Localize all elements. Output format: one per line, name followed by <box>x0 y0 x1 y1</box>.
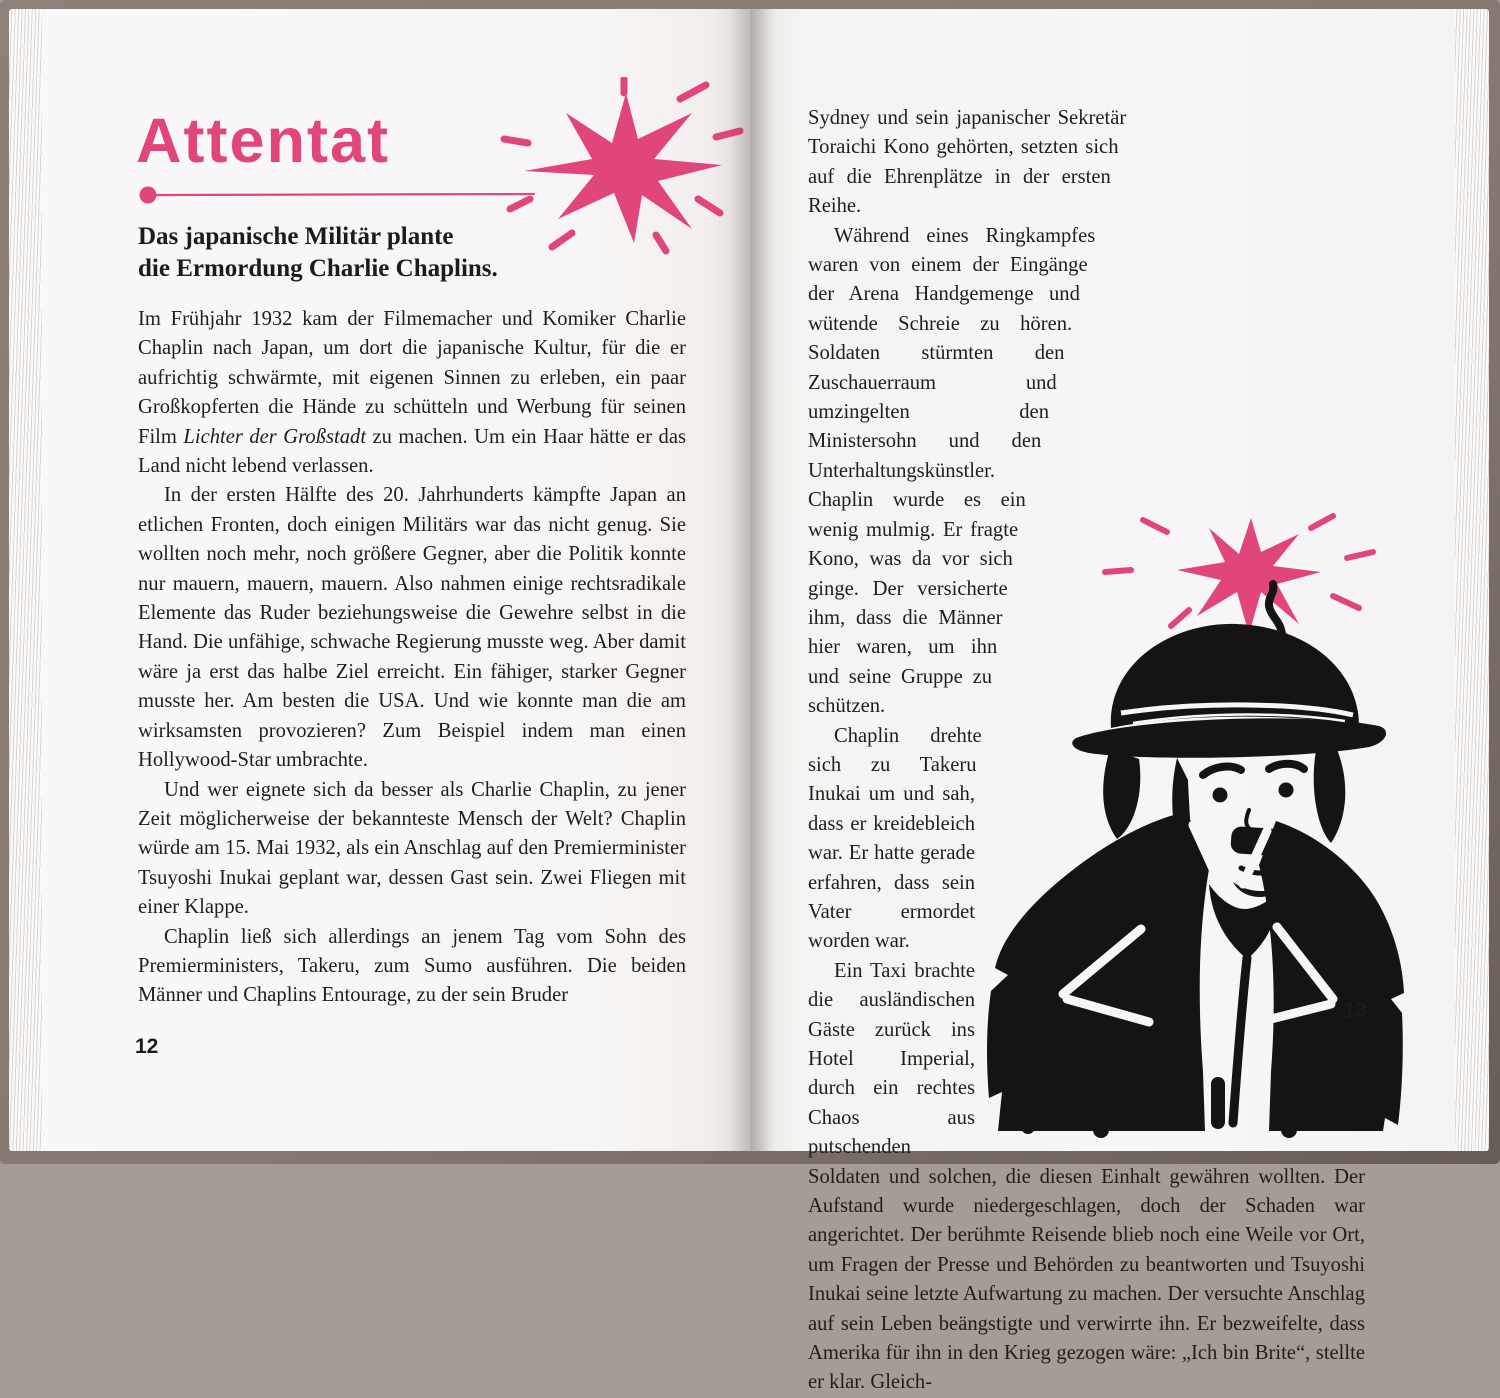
page-right <box>752 9 1455 1394</box>
bomb-spark-icon <box>1177 518 1321 634</box>
cane <box>1233 958 1247 1123</box>
chapter-subtitle <box>138 221 498 285</box>
subtitle-line-2: die Ermordung Charlie Chaplins. <box>138 255 498 282</box>
paragraph: Im Frühjahr 1932 kam der Filmemacher und Komiker Charlie Chaplin nach Japan, um dort die japanische Kultur, für die er aufrichtig schwärmte, mit eigenen Sinnen zu erleben, ein paar Großkopferten die Hände zu schütteln und Werbung für seinen Film Lichter der Großstadt zu machen. Um ein Haar hätte er das Land nicht lebend verlassen. <box>138 308 686 478</box>
starburst-icon <box>494 77 746 255</box>
paragraph: Ein Taxi brachte die ausländischen Gäste zurück ins Hotel Imperial, durch ein rechtes Chaos aus putschenden Soldaten und solchen, die diesen Einhalt gewähren wollten. Der Aufstand wurde niedergeschlagen, doch der Schaden war angerichtet. Der berühmte Reisende blieb noch eine Weile vor Ort, um Fragen der Presse und Behörden zu beantworten und Tsuyoshi Inukai seine letzte Aufwartung zu machen. Der versuchte Anschlag auf sein Leben beängstigte und verwirrte ihn. Er bezweifelte, dass Amerika für ihn in den Krieg gezogen wäre: „Ich bin Brite“, stellte er klar. Gleich- <box>808 959 1365 1394</box>
page-number-right: 13 <box>1343 999 1367 1022</box>
paragraph: Sydney und sein japanischer Sekretär Toraichi Kono gehörten, setzten sich auf die Ehrenplätze in der ersten Reihe. <box>808 107 1127 218</box>
page-left <box>42 9 752 1151</box>
paragraph: In der ersten Hälfte des 20. Jahrhunderts kämpfte Japan an etlichen Fronten, doch einigen Militärs war das nicht genug. Sie wollten noch mehr, noch größere Gegner, aber die Politik konnte nur mauern, mauern, mauern. Also nahmen einige rechtsradikale Elemente das Ruder beziehungsweise die Gewehre selbst in die Hand. Die unfähige, schwache Regierung musste weg. Aber damit wäre ja erst das halbe Ziel erreicht. Ein fähiger, starker Gegner musste her. Am besten die USA. Und wie konnte man die am wirksamsten provozieren? Zum Beispiel indem man einen Hollywood-Star umbrachte. <box>138 484 686 772</box>
chapter-title: Attentat <box>136 106 390 176</box>
left-page-body <box>138 305 686 1011</box>
eyebrows <box>1203 764 1304 775</box>
chaplin-illustration <box>981 512 1413 1140</box>
bowler-hat <box>1072 624 1386 758</box>
paragraph: Während eines Ringkampfes waren von einem der Eingänge der Arena Handgemenge und wütende Schreie zu hören. Soldaten stürmten den Zuschauerraum und umzingelten den Ministersohn und den Unterhaltungskünstler. Chaplin wurde es ein wenig mulmig. Er fragte Kono, was da vor sich ginge. Der versicherte ihm, dass die Männer hier waren, um ihn und seine Gruppe zu schützen. <box>808 224 1096 718</box>
paragraph: Chaplin ließ sich allerdings an jenem Tag vom Sohn des Premierministers, Takeru, zum Sumo ausführen. Die beiden Männer und Chaplins Entourage, zu der sein Bruder <box>138 925 686 1007</box>
page-number-left: 12 <box>135 1035 159 1058</box>
film-title-italic: Lichter der Großstadt <box>183 425 367 448</box>
page-stack-edge-left <box>9 9 43 1151</box>
coat <box>987 812 1404 1131</box>
page-stack-edge-right <box>1454 9 1489 1151</box>
eyes <box>1213 783 1294 803</box>
subtitle-line-1: Das japanische Militär plante <box>138 223 454 250</box>
title-underline <box>138 185 538 205</box>
right-page-body <box>808 104 1365 1398</box>
paragraph: Und wer eignete sich da besser als Charlie Chaplin, zu jener Zeit möglicherweise der bekannteste Mensch der Welt? Chaplin würde am 15. Mai 1932, als ein Anschlag auf den Premierminister Tsuyoshi Inukai geplant war, dessen Gast sein. Zwei Fliegen mit einer Klappe. <box>138 778 686 919</box>
paragraph: Chaplin drehte sich zu Takeru Inukai um und sah, dass er kreidebleich war. Er hatte gerade erfahren, dass sein Vater ermordet worden war. <box>808 724 982 953</box>
